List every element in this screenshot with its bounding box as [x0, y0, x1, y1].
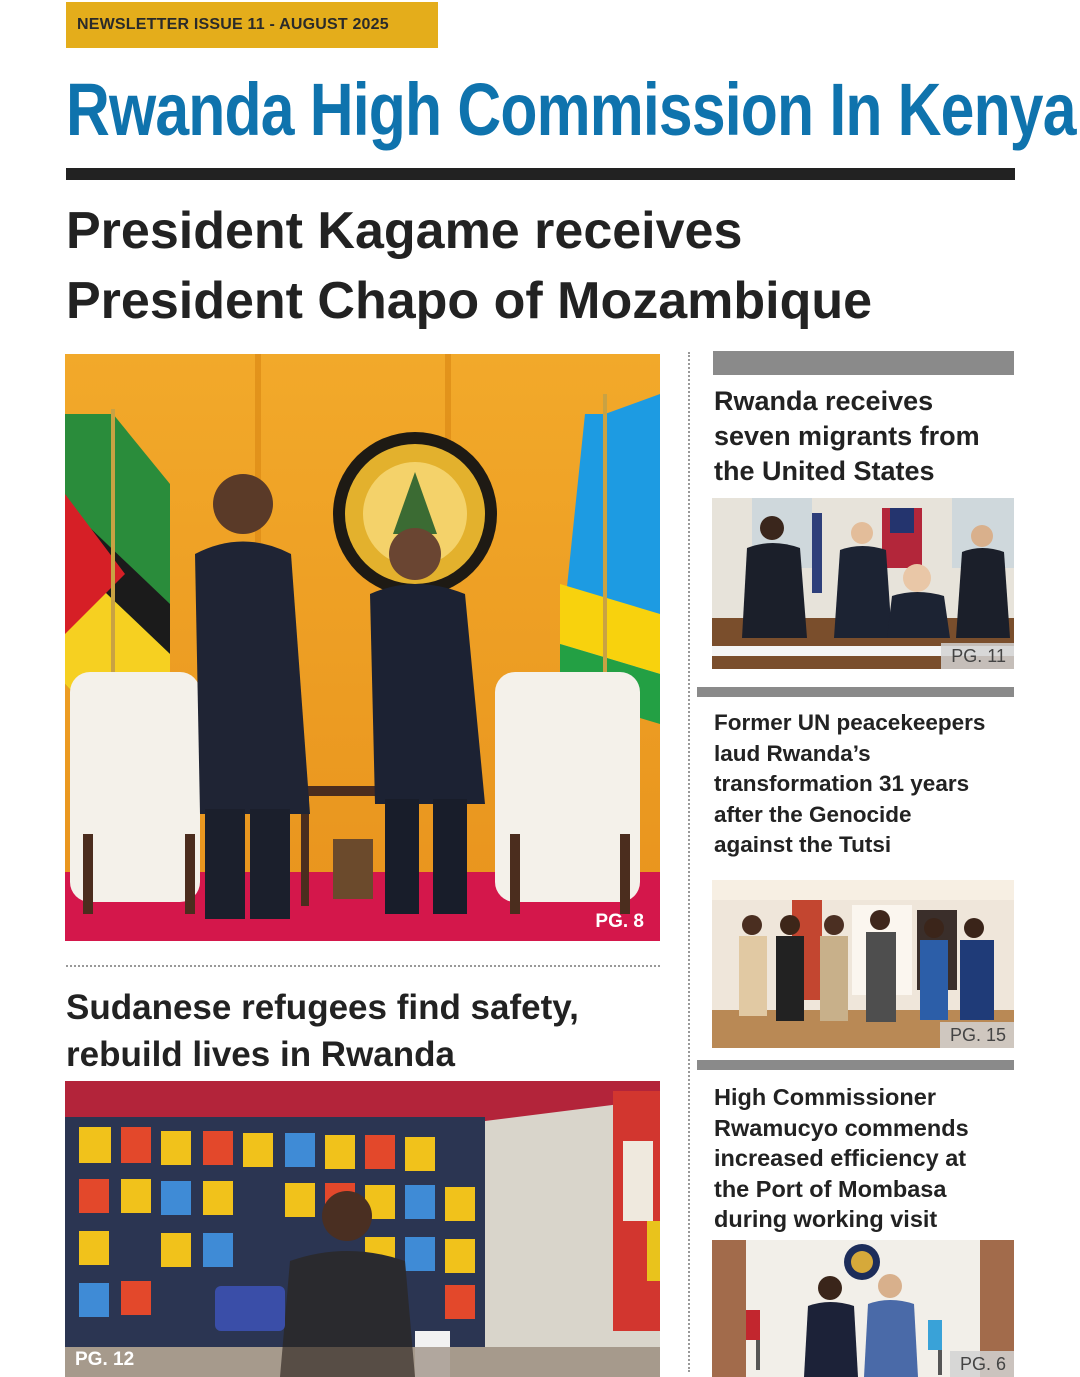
second-headline-line: rebuild lives in Rwanda: [66, 1035, 455, 1074]
sidebar-headline-line: after the Genocide: [714, 801, 912, 827]
sidebar-story-headline[interactable]: [714, 708, 1014, 861]
sidebar-headline-line: against the Tutsi: [714, 832, 892, 857]
sidebar-headline-line: Rwamucyo commends: [714, 1114, 969, 1141]
masthead-rule: [66, 168, 1015, 180]
sidebar-headline-line: Former UN peacekeepers: [714, 710, 986, 735]
page-ref-box: PG. 6: [950, 1351, 1014, 1377]
sidebar-story-photo[interactable]: [712, 880, 1014, 1048]
second-story-headline[interactable]: [66, 984, 666, 1078]
sidebar-headline-line: seven migrants from: [714, 421, 980, 451]
sidebar-headline-line: Rwanda receives: [714, 386, 934, 416]
page-ref-box: PG. 15: [940, 1022, 1014, 1048]
lead-headline-line: President Kagame receives: [66, 202, 743, 260]
sidebar-headline-line: transformation 31 years: [714, 771, 970, 796]
issue-badge: [66, 2, 438, 48]
second-headline-line: Sudanese refugees find safety,: [66, 988, 579, 1027]
page-ref-box: PG. 11: [941, 643, 1014, 669]
sidebar-story-photo[interactable]: [712, 1240, 1014, 1377]
sidebar-headline-line: the Port of Mombasa: [714, 1175, 947, 1202]
page-ref-label: PG. 12: [75, 1349, 135, 1370]
sidebar-headline-line: increased efficiency at: [714, 1145, 967, 1171]
second-story-photo[interactable]: [65, 1081, 660, 1377]
sidebar-story-headline[interactable]: [714, 1082, 1014, 1235]
sidebar-bar: [713, 351, 1014, 375]
sidebar-headline-line: laud Rwanda’s: [714, 740, 871, 766]
lead-story-photo[interactable]: [65, 354, 660, 941]
sidebar-headline-line: during working visit: [714, 1206, 938, 1232]
column-divider: [688, 352, 690, 1372]
masthead-title: Rwanda High Commission In Kenya: [66, 68, 1076, 151]
lead-story-headline[interactable]: [66, 196, 1026, 336]
sidebar-headline-line: the United States: [714, 456, 935, 486]
issue-label: NEWSLETTER ISSUE 11 - AUGUST 2025: [77, 16, 389, 33]
sidebar-headline-line: High Commissioner: [714, 1084, 936, 1110]
sidebar-story-headline[interactable]: [714, 384, 1014, 489]
lead-photo-illustration: [65, 354, 660, 941]
lead-headline-line: President Chapo of Mozambique: [66, 272, 873, 330]
section-divider: [66, 965, 660, 967]
second-photo-illustration: [65, 1081, 660, 1377]
sidebar-bar: [697, 687, 1014, 697]
page-ref-label: PG. 8: [595, 911, 644, 932]
sidebar-bar: [697, 1060, 1014, 1070]
sidebar-story-photo[interactable]: [712, 498, 1014, 669]
